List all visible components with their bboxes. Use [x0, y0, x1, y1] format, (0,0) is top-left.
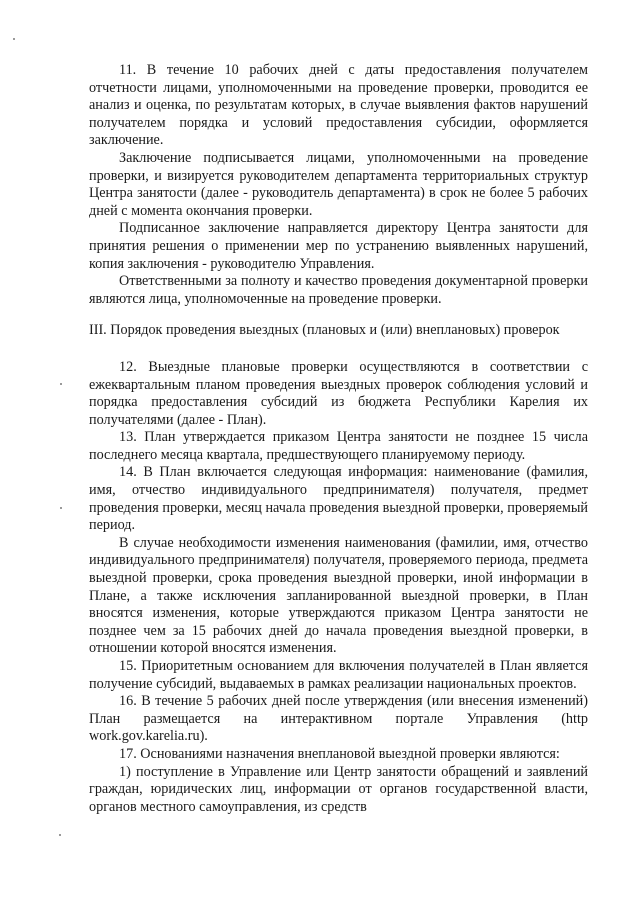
paragraph-16: 16. В течение 5 рабочих дней после утверждения (или внесения изменений) План размещается на интерактивном портале Управления (http work.gov.karelia.ru).	[89, 693, 588, 745]
paragraph-17: 17. Основаниями назначения внеплановой выездной проверки являются:	[119, 745, 560, 762]
paragraph-12: 12. Выездные плановые проверки осуществляются в соответствии с ежеквартальным планом проведения выездных проверок соблюдения условий и порядка предоставления субсидий из бюджета Республики Карелия их получателями (далее - План).	[89, 358, 588, 428]
paragraph-conclusion-signing: Заключение подписывается лицами, уполномоченными на проведение проверки, и визируется руководителем департамента территориальных структур Центра занятости (далее - руководитель департамента) в срок не более 5 рабочих дней с момента окончания проверки.	[89, 149, 588, 219]
paragraph-plan-changes: В случае необходимости изменения наименования (фамилии, имя, отчество индивидуального предпринимателя) получателя, проверяемого периода, предмета выездной проверки, срока проведения выездной проверки, иной информации в Плане, а также исключения запланированной выездной проверки, в План вносятся изменения, которые утверждаются приказом Центра занятости не позднее чем за 15 рабочих дней до начала проведения выездной проверки, в отношении которой вносятся изменения.	[89, 534, 588, 657]
paragraph-conclusion-sent: Подписанное заключение направляется директору Центра занятости для принятия решения о применении мер по устранению выявленных нарушений, копия заключения - руководителю Управления.	[89, 220, 588, 272]
paragraph-13: 13. План утверждается приказом Центра занятости не позднее 15 числа последнего месяца квартала, предшествующего планируемому периоду.	[89, 429, 588, 463]
paragraph-15: 15. Приоритетным основанием для включения получателей в План является получение субсидий, выдаваемых в рамках реализации национальных проектов.	[89, 658, 588, 692]
paragraph-responsibility: Ответственными за полноту и качество проведения документарной проверки являются лица, уполномоченные на проведение проверки.	[89, 273, 588, 307]
scan-speck	[60, 507, 62, 509]
section-heading: III. Порядок проведения выездных (плановых и (или) внеплановых) проверок	[89, 322, 560, 339]
scan-speck	[13, 38, 15, 40]
paragraph-14: 14. В План включается следующая информация: наименование (фамилия, имя, отчество индивидуального предпринимателя) получателя, предмет проведения проверки, месяц начала проведения выездной проверки, проверяемый период.	[89, 464, 588, 534]
document-body	[89, 62, 588, 816]
paragraph-11: 11. В течение 10 рабочих дней с даты предоставления получателем отчетности лицами, уполномоченными на проведение проверки, проводится ее анализ и оценка, по результатам которых, в случае выявления фактов нарушений получателем порядка и условий предоставления субсидии, оформляется заключение.	[89, 62, 588, 149]
paragraph-17-item-1: 1) поступление в Управление или Центр занятости обращений и заявлений граждан, юридических лиц, информации от органов государственной власти, органов местного самоуправления, из средств	[89, 763, 588, 815]
scan-speck	[59, 834, 61, 836]
scan-speck	[60, 383, 62, 385]
